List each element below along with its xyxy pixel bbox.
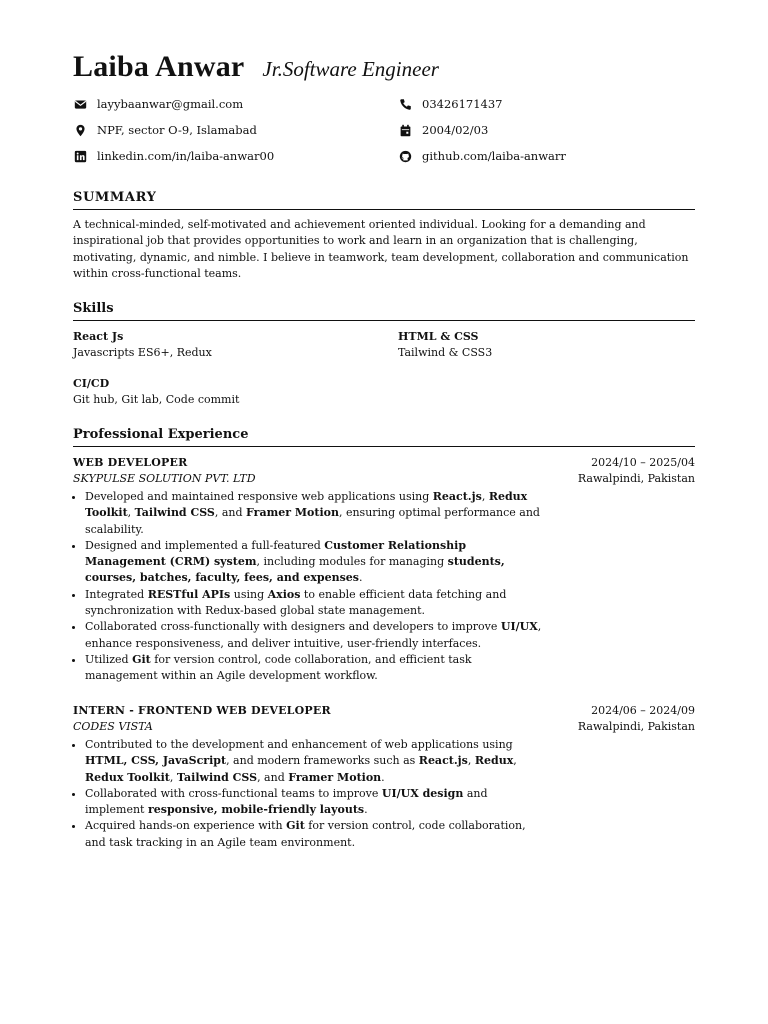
contact-info [73,96,695,176]
location-text: NPF, sector O-9, Islamabad [97,123,257,137]
bullet-item: • Collaborated with cross-functional teams to improve UI/UX design and implement responsive, mobile-friendly layouts. [85,786,545,819]
linkedin-icon [73,149,87,163]
bullet-item: • Designed and implemented a full-featured Customer Relationship Management (CRM) system, including modules for managing students, courses, batches, faculty, fees, and expenses. [85,538,545,587]
job-bullets [73,489,545,685]
resume-header [73,50,695,86]
skill-item [73,376,239,408]
calendar-icon [398,123,412,137]
location-pin-icon [73,123,87,137]
job-location: Rawalpindi, Pakistan [577,472,695,485]
job-company: CODES VISTA [73,720,153,733]
skill-detail: Tailwind & CSS3 [398,346,493,359]
bullet-item: • Collaborated cross-functionally with designers and developers to improve UI/UX, enhance responsiveness, and deliver intuitive, user-friendly interfaces. [85,619,545,652]
github-text: github.com/laiba-anwarr [422,149,566,163]
phone-text: 03426171437 [422,97,503,111]
job-location: Rawalpindi, Pakistan [577,720,695,733]
job-entry [73,455,695,685]
bullet-item: • Developed and maintained responsive web applications using React.js, Redux Toolkit, Tailwind CSS, and Framer Motion, ensuring optimal performance and scalability. [85,489,545,538]
envelope-icon [73,97,87,111]
skill-item [73,329,212,361]
summary-heading: SUMMARY [73,190,695,210]
job-bullets [73,737,545,851]
job-entry [73,703,695,851]
contact-github[interactable] [398,148,566,164]
phone-icon [398,97,412,111]
bullet-item: • Integrated RESTful APIs using Axios to enable efficient data fetching and synchronization with Redux-based global state management. [85,587,545,620]
job-position: WEB DEVELOPER [73,456,188,469]
job-dates: 2024/10 – 2025/04 [591,456,695,469]
skills-heading: Skills [73,301,695,321]
skill-item [398,329,492,361]
skill-name: CI/CD [73,377,110,390]
contact-birthdate [398,122,488,138]
experience-heading: Professional Experience [73,427,695,447]
birthdate-text: 2004/02/03 [422,123,489,137]
bullet-item: • Utilized Git for version control, code collaboration, and efficient task management within an Agile development workflow. [85,652,545,685]
job-dates: 2024/06 – 2024/09 [591,704,695,717]
job-title-headline: Jr.Software Engineer [262,57,439,81]
contact-email[interactable] [73,96,243,112]
contact-linkedin[interactable] [73,148,274,164]
skill-name: HTML & CSS [398,330,479,343]
job-position: INTERN - FRONTEND WEB DEVELOPER [73,704,331,717]
candidate-name: Laiba Anwar [73,50,245,83]
email-text: layybaanwar@gmail.com [97,97,244,111]
skill-name: React Js [73,330,124,343]
linkedin-text: linkedin.com/in/laiba-anwar00 [97,149,275,163]
contact-location [73,122,257,138]
skill-detail: Javascripts ES6+, Redux [73,346,212,359]
github-icon [398,149,412,163]
bullet-item: • Contributed to the development and enhancement of web applications using HTML, CSS, JavaScript, and modern frameworks such as React.js, Redux, Redux Toolkit, Tailwind CSS, and Framer Motion. [85,737,545,786]
skill-detail: Git hub, Git lab, Code commit [73,393,240,406]
summary-text: A technical-minded, self-motivated and achievement oriented individual. Looking for a demanding and inspirational job that provides opportunities to work and learn in an organization that is challenging, motivating, dynamic, and nimble. I believe in teamwork, team development, collaboration and communication within cross-functional teams. [73,218,689,280]
resume-page [73,50,695,849]
contact-phone[interactable] [398,96,502,112]
job-company: SKYPULSE SOLUTION PVT. LTD [73,472,256,485]
bullet-item: • Acquired hands-on experience with Git for version control, code collaboration, and task tracking in an Agile team environment. [85,818,545,851]
